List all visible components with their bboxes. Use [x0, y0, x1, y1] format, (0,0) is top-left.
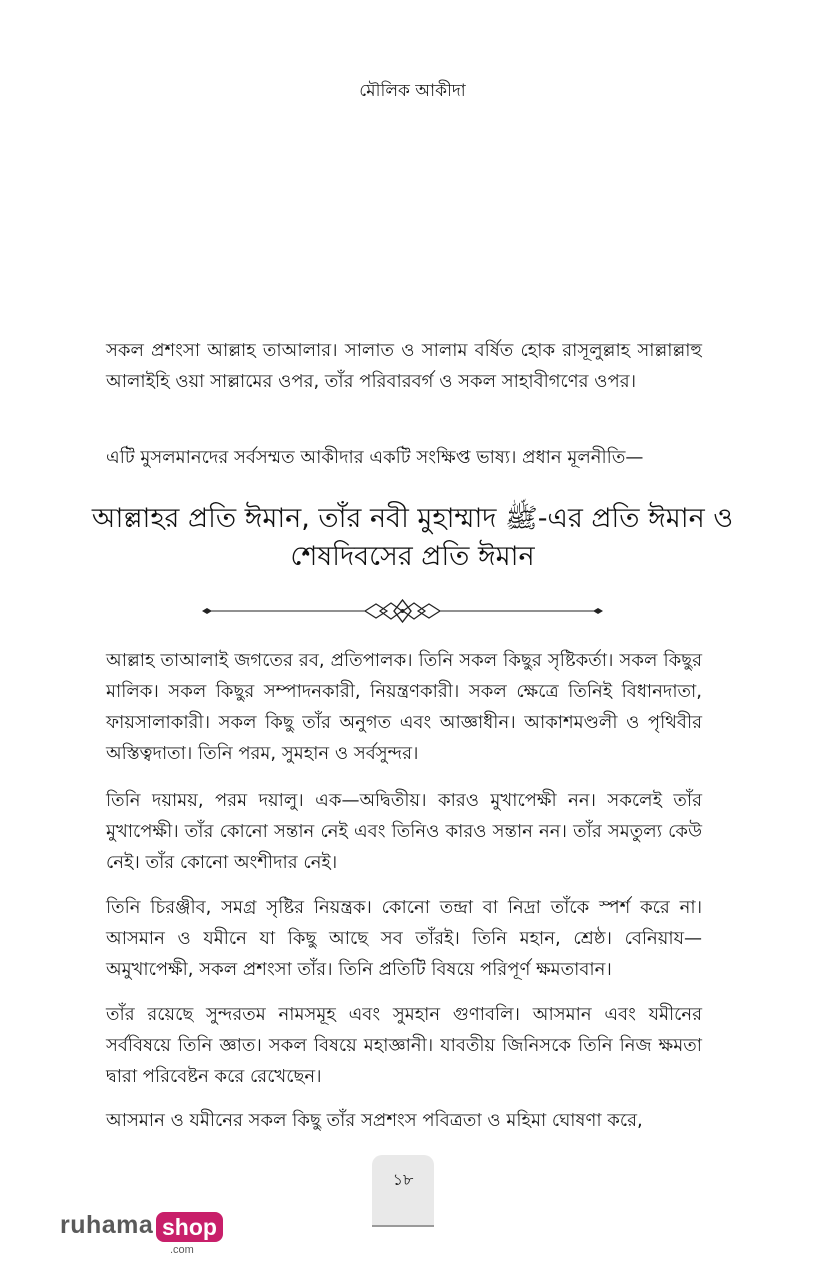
body-paragraph: আসমান ও যমীনের সকল কিছু তাঁর সপ্রশংস পবিত্রতা ও মহিমা ঘোষণা করে, [106, 1110, 643, 1131]
body-paragraph: আল্লাহ তাআলাই জগতের রব, প্রতিপালক। তিনি সকল কিছুর সৃষ্টিকর্তা। সকল কিছুর মালিক। সকল কিছুর সম্পাদনকারী, নিয়ন্ত্রণকারী। সকল ক্ষেত্রে তিনিই বিধানদাতা, ফায়সালাকারী। সকল কিছু তাঁর অনুগত এবং আজ্ঞাধীন। আকাশমণ্ডলী ও পৃথিবীর অস্তিত্বদাতা। তিনি পরম, সুমহান ও সর্বসুন্দর। [106, 650, 702, 764]
section-heading [60, 500, 765, 576]
brand-logo-left: ruhama [60, 1211, 154, 1239]
running-title: মৌলিক আকীদা [359, 81, 466, 101]
ornament-divider [200, 598, 605, 624]
body-paragraph: তিনি চিরঞ্জীব, সমগ্র সৃষ্টির নিয়ন্ত্রক। কোনো তন্দ্রা বা নিদ্রা তাঁকে স্পর্শ করে না। আসমান ও যমীনে যা কিছু আছে সব তাঁরই। তিনি মহান, শ্রেষ্ঠ। বেনিয়ায— অমুখাপেক্ষী, সকল প্রশংসা তাঁর। তিনি প্রতিটি বিষয়ে পরিপূর্ণ ক্ষমতাবান। [106, 897, 702, 980]
intro-paragraph: সকল প্রশংসা আল্লাহ তাআলার। সালাত ও সালাম বর্ষিত হোক রাসূলুল্লাহ সাল্লাল্লাহু আলাইহি ওয়া সাল্লামের ওপর, তাঁর পরিবারবর্গ ও সকল সাহাবীগণের ওপর। [106, 340, 702, 392]
body-paragraph: তাঁর রয়েছে সুন্দরতম নামসমূহ এবং সুমহান গুণাবলি। আসমান এবং যমীনের সর্ববিষয়ে তিনি জ্ঞাত। সকল বিষয়ে মহাজ্ঞানী। যাবতীয় জিনিসকে তিনি নিজ ক্ষমতা দ্বারা পরিবেষ্টন করে রেখেছেন। [106, 1004, 702, 1087]
brand-logo [60, 1211, 230, 1261]
intro-summary: এটি মুসলমানদের সর্বসম্মত আকীদার একটি সংক্ষিপ্ত ভাষ্য। প্রধান মূলনীতি— [106, 447, 644, 468]
brand-logo-sub: .com [170, 1244, 194, 1256]
brand-logo-right: shop [156, 1212, 223, 1242]
body-paragraph: তিনি দয়াময়, পরম দয়ালু। এক—অদ্বিতীয়। কারও মুখাপেক্ষী নন। সকলেই তাঁর মুখাপেক্ষী। তাঁর কোনো সন্তান নেই এবং তিনিও কারও সন্তান নন। তাঁর সমতুল্য কেউ নেই। তাঁর কোনো অংশীদার নেই। [106, 790, 702, 873]
section-heading-line1: আল্লাহর প্রতি ঈমান, তাঁর নবী মুহাম্মাদ ﷺ-এর প্রতি ঈমান ও [91, 503, 734, 534]
section-heading-line2: শেষদিবসের প্রতি ঈমান [290, 541, 535, 572]
page-number: ১৮ [372, 1155, 434, 1227]
